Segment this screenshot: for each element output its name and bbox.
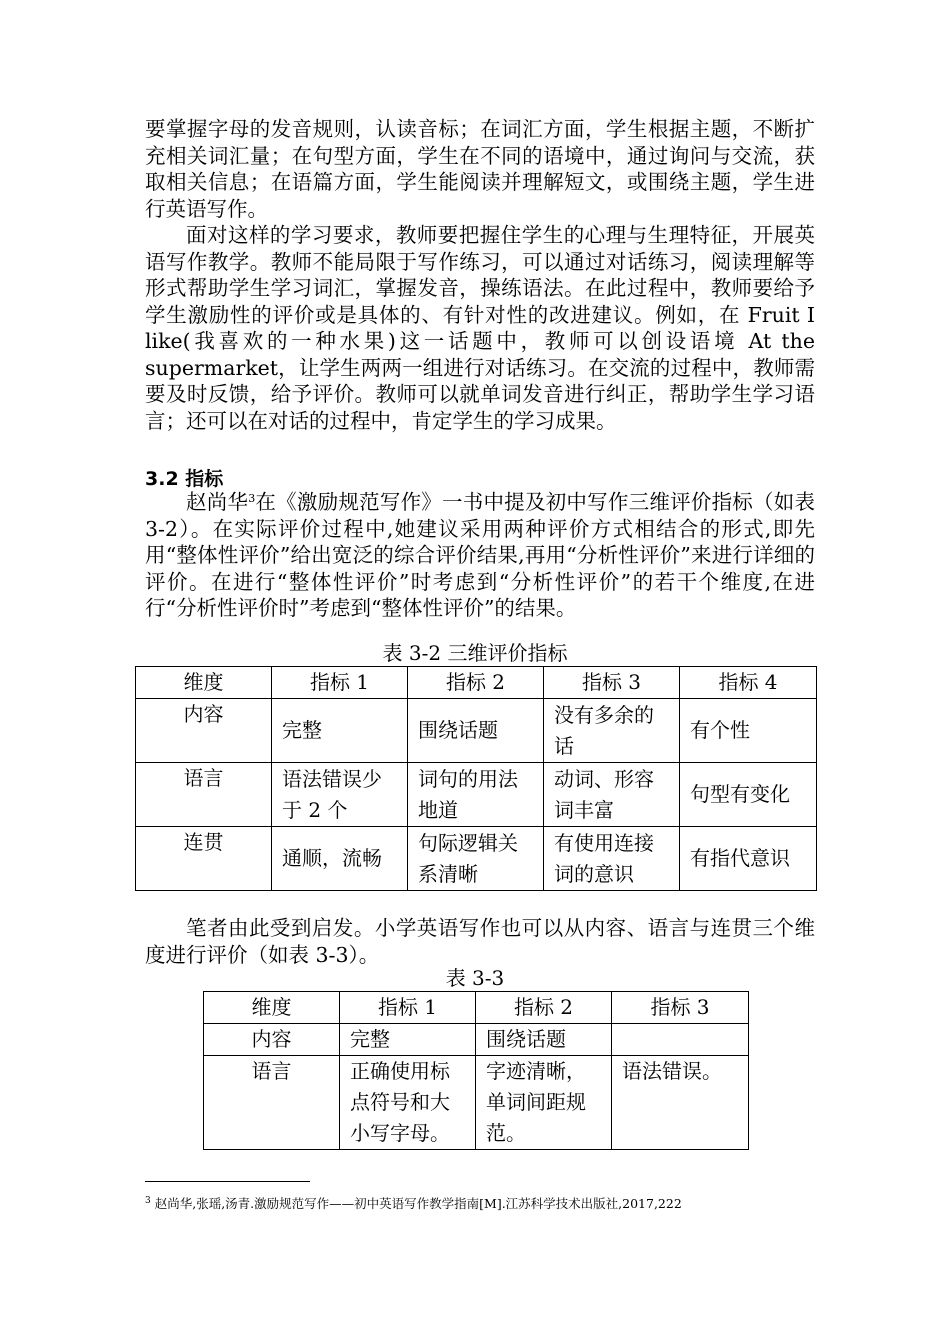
- footnote: [145, 1196, 682, 1212]
- table1-cell: 通顺，流畅: [272, 827, 408, 891]
- table2-dimension-cell: 语言: [204, 1056, 340, 1150]
- footnote-ref: 3: [248, 492, 256, 505]
- table1-header-cell: 指标 3: [544, 667, 680, 699]
- table1-dimension-cell: 内容: [136, 699, 272, 763]
- table1-cell: 词句的用法地道: [408, 763, 544, 827]
- table1-header-cell: 指标 1: [272, 667, 408, 699]
- table1-header-cell: 指标 2: [408, 667, 544, 699]
- table1-row: [136, 699, 817, 763]
- table2-caption: 表 3-3: [445, 966, 505, 990]
- table2-cell: [612, 1024, 749, 1056]
- paragraph-1: 要掌握字母的发音规则，认读音标；在词汇方面，学生根据主题，不断扩充相关词汇量；在句型方面，学生在不同的语境中，通过询问与交流，获取相关信息；在语篇方面，学生能阅读并理解短文，或围绕主题，学生进行英语写作。: [145, 117, 815, 221]
- table2-cell: 正确使用标点符号和大小写字母。: [340, 1056, 476, 1150]
- table2-header-cell: 指标 1: [340, 992, 476, 1024]
- table2-cell: 语法错误。: [612, 1056, 749, 1150]
- table2-header-row: [204, 992, 749, 1024]
- table1-row: [136, 763, 817, 827]
- table2-cell: 字迹清晰，单词间距规范。: [476, 1056, 612, 1150]
- table1-dimension-cell: 连贯: [136, 827, 272, 891]
- table-3-3: [203, 991, 749, 1150]
- table2-dimension-cell: 内容: [204, 1024, 340, 1056]
- table1-cell: 完整: [272, 699, 408, 763]
- paragraph-3: [145, 489, 815, 622]
- paragraph-4: 笔者由此受到启发。小学英语写作也可以从内容、语言与连贯三个维度进行评价（如表 3-3）。: [145, 916, 815, 967]
- table1-cell: 有指代意识: [680, 827, 817, 891]
- table2-header-cell: 指标 2: [476, 992, 612, 1024]
- paragraph-3-body: 在《激励规范写作》一书中提及初中写作三维评价指标（如表 3-2）。在实际评价过程中,她建议采用两种评价方式相结合的形式,即先用“整体性评价”给出宽泛的综合评价结果,再用“分析性评价”来进行详细的评价。在进行“整体性评价”时考虑到“分析性评价”的若干个维度,在进行“分析性评价时”考虑到“整体性评价”的结果。: [145, 490, 816, 620]
- table1-cell: 句际逻辑关系清晰: [408, 827, 544, 891]
- table2-row: [204, 1024, 749, 1056]
- table1-cell: 有使用连接词的意识: [544, 827, 680, 891]
- table1-cell: 句型有变化: [680, 763, 817, 827]
- table2-cell: 围绕话题: [476, 1024, 612, 1056]
- table1-cell: 语法错误少于 2 个: [272, 763, 408, 827]
- table1-row: [136, 827, 817, 891]
- table2-header-cell: 指标 3: [612, 992, 749, 1024]
- footnote-separator: [145, 1181, 310, 1182]
- section-heading: 3.2 指标: [145, 468, 224, 490]
- paragraph-2: 面对这样的学习要求，教师要把握住学生的心理与生理特征，开展英语写作教学。教师不能局限于写作练习，可以通过对话练习，阅读理解等形式帮助学生学习词汇，掌握发音，操练语法。在此过程中，教师要给予学生激励性的评价或是具体的、有针对性的改进建议。例如，在 Fruit I like(我喜欢的一种水果)这一话题中，教师可以创设语境 At the supermarket，让学生两两一组进行对话练习。在交流的过程中，教师需要及时反馈，给予评价。教师可以就单词发音进行纠正，帮助学生学习语言；还可以在对话的过程中，肯定学生的学习成果。: [145, 223, 815, 433]
- table2-row: [204, 1056, 749, 1150]
- table1-cell: 有个性: [680, 699, 817, 763]
- table2-header-cell: 维度: [204, 992, 340, 1024]
- paragraph-3-lead: 赵尚华: [186, 490, 249, 514]
- table1-header-cell: 维度: [136, 667, 272, 699]
- table-3-2: [135, 666, 817, 891]
- footnote-text: 赵尚华,张瑶,汤青.激励规范写作——初中英语写作教学指南[M].江苏科学技术出版社,2017,222: [154, 1196, 682, 1211]
- footnote-number: 3: [145, 1196, 151, 1206]
- table1-cell: 没有多余的话: [544, 699, 680, 763]
- table1-cell: 动词、形容词丰富: [544, 763, 680, 827]
- table1-caption: 表 3-2 三维评价指标: [382, 641, 568, 665]
- table1-dimension-cell: 语言: [136, 763, 272, 827]
- table1-cell: 围绕话题: [408, 699, 544, 763]
- table1-header-cell: 指标 4: [680, 667, 817, 699]
- table2-cell: 完整: [340, 1024, 476, 1056]
- table1-header-row: [136, 667, 817, 699]
